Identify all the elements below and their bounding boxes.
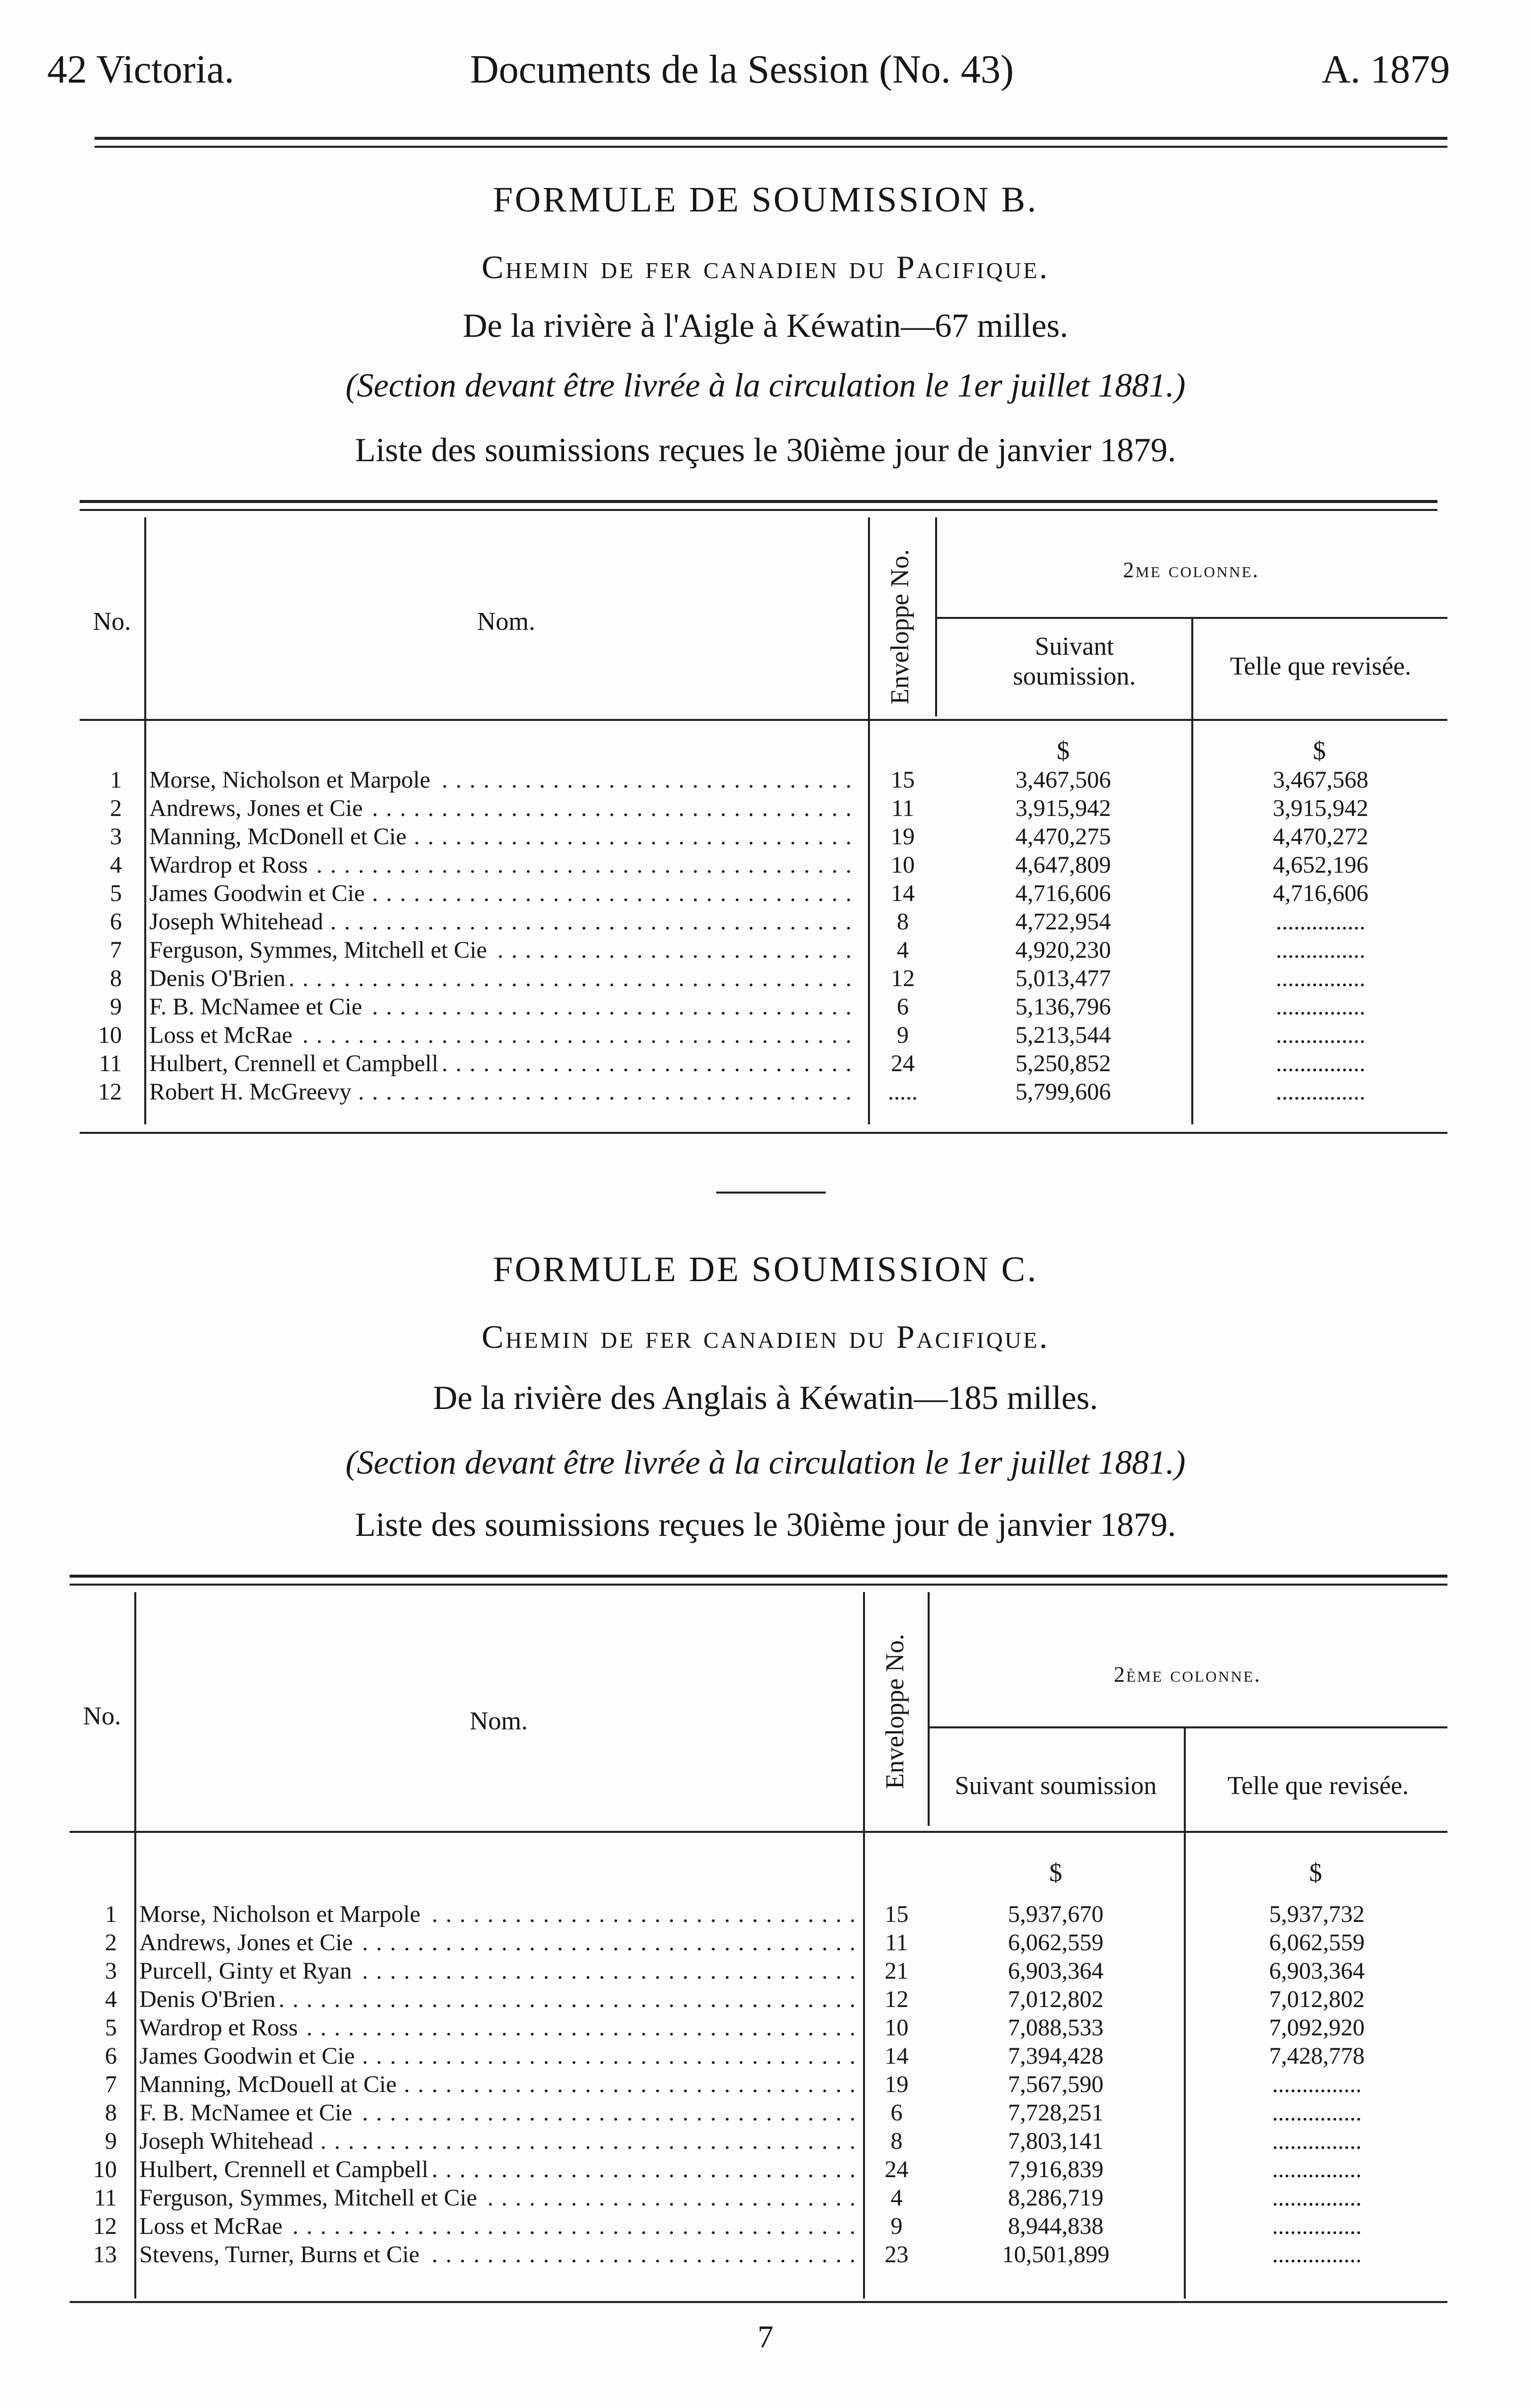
- formule-b-route: De la rivière à l'Aigle à Kéwatin—67 milles.: [463, 306, 1068, 344]
- formule-c-railway: Chemin de fer canadien du Pacifique.: [481, 1319, 1050, 1355]
- row-name-cell: [149, 993, 861, 1021]
- row-name-cell: [149, 823, 861, 851]
- amount-suivant: 3,467,506: [1015, 767, 1111, 793]
- row-number: 11: [94, 2185, 117, 2211]
- row-name-cell: [139, 2156, 856, 2184]
- row-number: 6: [110, 908, 122, 935]
- row-name-cell: [149, 795, 861, 822]
- amount-revisee: 5,937,732: [1269, 1901, 1365, 1927]
- row-name-cell: [139, 1986, 856, 2013]
- envelope-number: 4: [897, 937, 909, 963]
- contractor-name: James Goodwin et Cie: [139, 2043, 359, 2069]
- header-enveloppe: Enveloppe No.: [886, 549, 914, 704]
- amount-revisee: ...............: [1272, 2185, 1362, 2211]
- contractor-name: Loss et McRae: [139, 2213, 287, 2239]
- row-name-cell: [139, 2212, 856, 2240]
- amount-revisee: 3,915,942: [1273, 795, 1368, 821]
- amount-revisee: 6,062,559: [1269, 1929, 1365, 1956]
- formule-b-table-bottom-rule: [80, 1132, 1447, 1134]
- envelope-number: 4: [890, 2185, 903, 2211]
- row-name-cell: [139, 2071, 856, 2099]
- contractor-name: Purcell, Ginty et Ryan: [139, 1958, 356, 1984]
- row-name-cell: [149, 851, 861, 879]
- envelope-number: 6: [890, 2100, 903, 2126]
- amount-suivant: 5,799,606: [1015, 1079, 1111, 1105]
- envelope-number: 14: [884, 2043, 909, 2069]
- formule-c-route: De la rivière des Anglais à Kéwatin—185 milles.: [433, 1379, 1098, 1416]
- amount-suivant: 3,915,942: [1015, 795, 1111, 821]
- amount-suivant: 6,062,559: [1008, 1929, 1104, 1956]
- formule-c-table-bottom-rule: [70, 2301, 1447, 2303]
- row-number: 4: [105, 1986, 117, 2012]
- header-telle: Telle que revisée.: [1230, 652, 1412, 681]
- envelope-number: 15: [884, 1901, 909, 1927]
- contractor-name: Manning, McDouell at Cie: [139, 2071, 400, 2098]
- amount-suivant: 7,012,802: [1008, 1986, 1104, 2012]
- contractor-name: Morse, Nicholson et Marpole: [139, 1901, 424, 1927]
- amount-revisee: ...............: [1276, 1079, 1365, 1105]
- envelope-number: 15: [891, 767, 915, 793]
- dollar-sign: $: [1309, 1859, 1322, 1887]
- row-number: 1: [105, 1901, 117, 1927]
- amount-suivant: 6,903,364: [1008, 1958, 1104, 1984]
- formule-b-table-top-rule: [80, 500, 1437, 503]
- amount-suivant: 5,937,670: [1008, 1901, 1104, 1927]
- header-colonne: 2me colonne.: [1123, 558, 1260, 582]
- amount-revisee: ...............: [1272, 2100, 1362, 2126]
- envelope-number: 24: [884, 2156, 909, 2183]
- row-number: 11: [98, 1050, 122, 1077]
- row-name-cell: [139, 1957, 856, 1985]
- header-suivant: Suivant soumission: [955, 1772, 1157, 1800]
- amount-revisee: ...............: [1272, 2213, 1362, 2239]
- row-name-cell: [139, 2241, 856, 2269]
- amount-suivant: 4,722,954: [1015, 908, 1111, 935]
- contractor-name: Manning, McDonell et Cie: [149, 823, 410, 850]
- amount-revisee: 3,467,568: [1273, 767, 1368, 793]
- amount-suivant: 4,470,275: [1015, 823, 1111, 850]
- row-name-cell: [149, 908, 861, 936]
- amount-suivant: 7,394,428: [1008, 2043, 1104, 2069]
- contractor-name: F. B. McNamee et Cie: [139, 2100, 356, 2126]
- row-name-cell: [149, 1021, 861, 1049]
- amount-suivant: 7,567,590: [1008, 2071, 1104, 2098]
- formule-c-section-note: (Section devant être livrée à la circulation le 1er juillet 1881.): [345, 1443, 1186, 1481]
- row-name-cell: [139, 2127, 856, 2155]
- amount-revisee: ...............: [1276, 1022, 1365, 1048]
- formule-c-table-top-rule: [70, 1575, 1447, 1578]
- header-nom: Nom.: [470, 1707, 528, 1735]
- amount-revisee: ...............: [1276, 994, 1365, 1020]
- amount-suivant: 7,728,251: [1008, 2100, 1104, 2126]
- row-name-cell: [149, 766, 861, 794]
- row-number: 4: [110, 852, 122, 878]
- contractor-name: F. B. McNamee et Cie: [149, 994, 366, 1020]
- header-enveloppe: Enveloppe No.: [881, 1634, 909, 1789]
- contractor-name: Ferguson, Symmes, Mitchell et Cie: [139, 2185, 481, 2211]
- amount-suivant: 4,716,606: [1015, 880, 1111, 906]
- row-number: 9: [105, 2128, 117, 2154]
- header-rule: [95, 137, 1447, 140]
- amount-revisee: ...............: [1276, 965, 1365, 992]
- header-nom: Nom.: [477, 607, 535, 636]
- dollar-sign: $: [1313, 737, 1326, 765]
- amount-revisee: 7,428,778: [1269, 2043, 1365, 2069]
- contractor-name: Ferguson, Symmes, Mitchell et Cie: [149, 937, 491, 963]
- dollar-sign: $: [1049, 1859, 1062, 1887]
- header-left: 42 Victoria.: [47, 48, 234, 92]
- amount-suivant: 8,944,838: [1008, 2213, 1104, 2239]
- row-number: 7: [105, 2071, 117, 2098]
- row-name-cell: [139, 1929, 856, 1957]
- envelope-number: 8: [897, 908, 909, 935]
- envelope-number: 14: [891, 880, 915, 906]
- contractor-name: Denis O'Brien: [139, 1986, 280, 2012]
- row-name-cell: [149, 1050, 861, 1078]
- header-center: Documents de la Session (No. 43): [470, 48, 1014, 92]
- envelope-number: 10: [884, 2014, 909, 2041]
- header-no: No.: [83, 1702, 121, 1730]
- contractor-name: Denis O'Brien: [149, 965, 289, 992]
- row-name-cell: [139, 1901, 856, 1928]
- amount-revisee: 4,470,272: [1273, 823, 1368, 850]
- amount-revisee: ...............: [1272, 2071, 1362, 2098]
- contractor-name: Robert H. McGreevy: [149, 1079, 356, 1105]
- contractor-name: Hulbert, Crennell et Campbell: [149, 1050, 442, 1077]
- amount-revisee: 6,903,364: [1269, 1958, 1365, 1984]
- row-number: 10: [93, 2156, 117, 2183]
- running-head: [47, 47, 1450, 102]
- row-name-cell: [139, 2099, 856, 2127]
- contractor-name: Joseph Whitehead: [149, 908, 327, 935]
- amount-suivant: 5,213,544: [1015, 1022, 1111, 1048]
- row-number: 2: [105, 1929, 117, 1956]
- row-number: 8: [105, 2100, 117, 2126]
- amount-suivant: 4,920,230: [1015, 937, 1111, 963]
- amount-suivant: 5,250,852: [1015, 1050, 1111, 1077]
- row-number: 13: [93, 2241, 117, 2268]
- contractor-name: Wardrop et Ross: [149, 852, 312, 878]
- row-number: 5: [105, 2014, 117, 2041]
- formule-b-list-title: Liste des soumissions reçues le 30ième jour de janvier 1879.: [355, 431, 1176, 469]
- row-number: 3: [110, 823, 122, 850]
- row-name-cell: [139, 2042, 856, 2070]
- envelope-number: 10: [891, 852, 915, 878]
- row-number: 2: [110, 795, 122, 821]
- row-number: 3: [105, 1958, 117, 1984]
- formule-b-title: FORMULE DE SOUMISSION B.: [492, 180, 1039, 219]
- amount-revisee: 4,652,196: [1273, 852, 1368, 878]
- contractor-name: Loss et McRae: [149, 1022, 296, 1048]
- dollar-sign: $: [1056, 737, 1070, 765]
- formule-b-railway: Chemin de fer canadien du Pacifique.: [481, 249, 1050, 286]
- amount-suivant: 5,136,796: [1015, 994, 1111, 1020]
- row-number: 8: [110, 965, 122, 992]
- formule-b-section-note: (Section devant être livrée à la circulation le 1er juillet 1881.): [345, 366, 1186, 404]
- contractor-name: Stevens, Turner, Burns et Cie: [139, 2241, 423, 2268]
- row-number: 6: [105, 2043, 117, 2069]
- row-name-cell: [139, 2014, 856, 2042]
- amount-revisee: ...............: [1276, 1050, 1365, 1077]
- envelope-number: 9: [890, 2213, 903, 2239]
- row-name-cell: [149, 880, 861, 907]
- formule-c-list-title: Liste des soumissions reçues le 30ième jour de janvier 1879.: [355, 1505, 1176, 1543]
- envelope-number: 12: [891, 965, 915, 992]
- envelope-number: 11: [891, 795, 915, 821]
- envelope-number: 24: [891, 1050, 915, 1077]
- envelope-number: 23: [884, 2241, 909, 2268]
- envelope-number: 19: [884, 2071, 909, 2098]
- amount-revisee: ...............: [1272, 2128, 1362, 2154]
- amount-suivant: 8,286,719: [1008, 2185, 1104, 2211]
- contractor-name: Andrews, Jones et Cie: [149, 795, 367, 821]
- row-number: 12: [93, 2213, 117, 2239]
- envelope-number: 11: [885, 1929, 908, 1956]
- header-no: No.: [93, 607, 131, 636]
- header-suivant: Suivant soumission.: [1013, 632, 1136, 691]
- envelope-number: 12: [884, 1986, 909, 2012]
- amount-revisee: ...............: [1272, 2241, 1362, 2268]
- amount-suivant: 7,088,533: [1008, 2014, 1104, 2041]
- row-name-cell: [149, 1078, 861, 1106]
- row-number: 10: [98, 1022, 122, 1048]
- envelope-number: .....: [888, 1079, 918, 1105]
- envelope-number: 9: [897, 1022, 909, 1048]
- envelope-number: 19: [891, 823, 915, 850]
- envelope-number: 6: [897, 994, 909, 1020]
- contractor-name: Hulbert, Crennell et Campbell: [139, 2156, 432, 2183]
- row-number: 5: [110, 880, 122, 906]
- formule-c-title: FORMULE DE SOUMISSION C.: [492, 1249, 1039, 1289]
- amount-revisee: ...............: [1272, 2156, 1362, 2183]
- contractor-name: Wardrop et Ross: [139, 2014, 302, 2041]
- amount-revisee: ...............: [1276, 937, 1365, 963]
- row-name-cell: [149, 965, 861, 993]
- row-name-cell: [139, 2184, 856, 2212]
- contractor-name: Morse, Nicholson et Marpole: [149, 767, 434, 793]
- section-separator: [716, 1192, 826, 1194]
- amount-revisee: 7,092,920: [1269, 2014, 1365, 2041]
- amount-suivant: 4,647,809: [1015, 852, 1111, 878]
- amount-suivant: 10,501,899: [1002, 2241, 1110, 2268]
- envelope-number: 8: [890, 2128, 903, 2154]
- row-number: 9: [110, 994, 122, 1020]
- row-number: 7: [110, 937, 122, 963]
- amount-suivant: 5,013,477: [1015, 965, 1111, 992]
- envelope-number: 21: [884, 1958, 909, 1984]
- contractor-name: Andrews, Jones et Cie: [139, 1929, 357, 1956]
- amount-revisee: 7,012,802: [1269, 1986, 1365, 2012]
- contractor-name: James Goodwin et Cie: [149, 880, 369, 906]
- page-number: 7: [758, 2319, 773, 2354]
- amount-suivant: 7,803,141: [1008, 2128, 1104, 2154]
- amount-revisee: ...............: [1276, 908, 1365, 935]
- contractor-name: Joseph Whitehead: [139, 2128, 317, 2154]
- amount-suivant: 7,916,839: [1008, 2156, 1104, 2183]
- header-telle: Telle que revisée.: [1227, 1772, 1409, 1800]
- header-colonne: 2ème colonne.: [1114, 1662, 1261, 1687]
- amount-revisee: 4,716,606: [1273, 880, 1368, 906]
- row-number: 12: [98, 1079, 122, 1105]
- header-right: A. 1879: [1322, 48, 1450, 92]
- row-number: 1: [110, 767, 122, 793]
- row-name-cell: [149, 936, 861, 964]
